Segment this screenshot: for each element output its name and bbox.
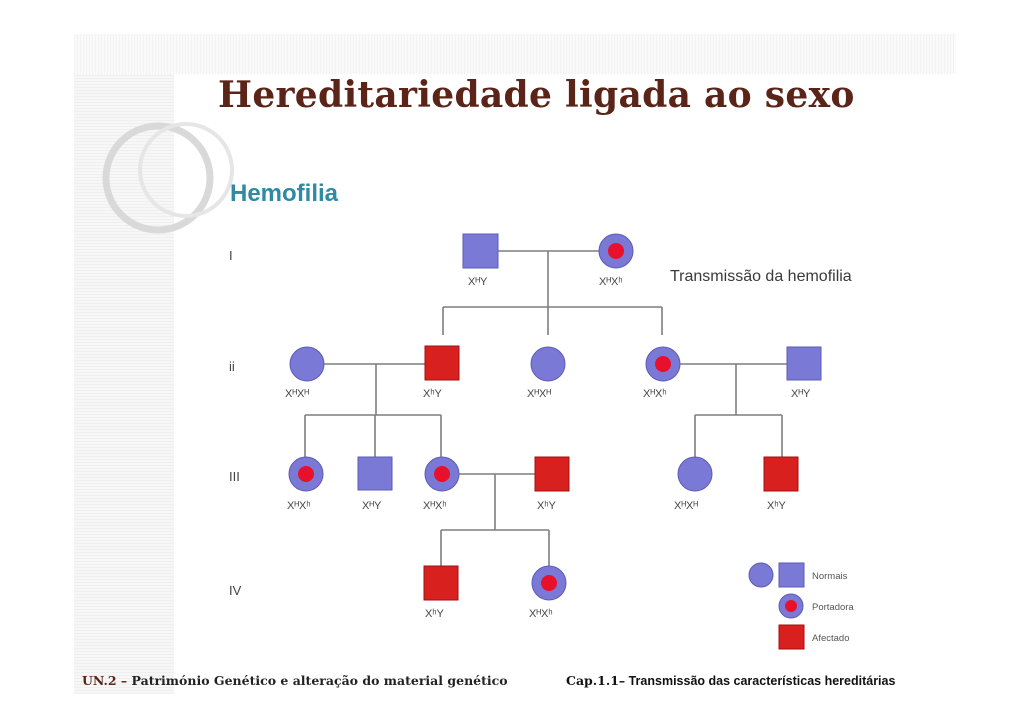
individual-ii-1-female-normal — [290, 347, 324, 381]
relationship-lines — [305, 251, 787, 566]
footer-unit-text: Património Genético e alteração do material genético — [127, 673, 508, 688]
generation-label-2: ii — [229, 359, 235, 374]
legend-normal-circle-icon — [749, 563, 773, 587]
individual-ii-5-male-normal — [787, 347, 821, 380]
genotype-i-2: XᴴXʰ — [599, 276, 623, 288]
individual-iii-5-female-normal — [678, 457, 712, 491]
generation-label-3: III — [229, 469, 240, 484]
footer-chapter-text: Transmissão das características hereditárias — [625, 674, 896, 688]
slide-title: Hereditariedade ligada ao sexo — [218, 74, 855, 116]
genotype-ii-5: XᴴY — [791, 388, 811, 400]
genotype-iii-5: XᴴXᴴ — [674, 500, 699, 512]
individual-iii-2-male-normal — [358, 457, 392, 490]
slide-subtitle: Hemofilia — [230, 180, 339, 207]
individual-iv-1-male-affected — [424, 566, 458, 600]
legend-label-affected: Afectado — [812, 633, 850, 644]
individual-ii-2-male-affected — [425, 346, 459, 380]
individual-iii-4-male-affected — [535, 457, 569, 491]
genotype-ii-2: XʰY — [423, 388, 442, 400]
footer-unit — [82, 673, 508, 688]
genotype-ii-3: XᴴXᴴ — [527, 388, 552, 400]
footer-unit-prefix: UN.2 – — [82, 673, 128, 688]
individual-i-1-male-normal — [463, 234, 498, 268]
genotype-iii-1: XᴴXʰ — [287, 500, 311, 512]
generation-label-1: I — [229, 248, 233, 263]
individual-iii-6-male-affected — [764, 457, 798, 491]
carrier-dot — [541, 575, 557, 591]
genotype-iii-6: XʰY — [767, 500, 786, 512]
legend-carrier-dot — [785, 600, 797, 612]
legend — [749, 563, 854, 649]
genotype-i-1: XᴴY — [468, 276, 488, 288]
legend-label-carrier: Portadora — [812, 602, 854, 613]
footer-chapter — [566, 673, 895, 688]
top-texture-band — [74, 34, 956, 74]
genotype-iii-2: XᴴY — [362, 500, 382, 512]
carrier-dot — [608, 243, 624, 259]
footer-chapter-prefix: Cap.1.1– — [566, 673, 626, 688]
carrier-dot — [434, 466, 450, 482]
pedigree-chart — [215, 225, 915, 665]
legend-label-normal: Normais — [812, 571, 848, 582]
legend-affected-icon — [779, 625, 804, 649]
genotype-iv-2: XᴴXʰ — [529, 608, 553, 620]
legend-normal-square-icon — [779, 563, 804, 587]
genotype-ii-1: XᴴXᴴ — [285, 388, 310, 400]
genotype-iii-3: XᴴXʰ — [423, 500, 447, 512]
genotype-iii-4: XʰY — [537, 500, 556, 512]
generation-label-4: IV — [229, 583, 242, 598]
carrier-dot — [655, 356, 671, 372]
individual-ii-3-female-normal — [531, 347, 565, 381]
genotype-ii-4: XᴴXʰ — [643, 388, 667, 400]
carrier-dot — [298, 466, 314, 482]
genotype-iv-1: XʰY — [425, 608, 444, 620]
diagram-caption: Transmissão da hemofilia — [670, 268, 852, 285]
